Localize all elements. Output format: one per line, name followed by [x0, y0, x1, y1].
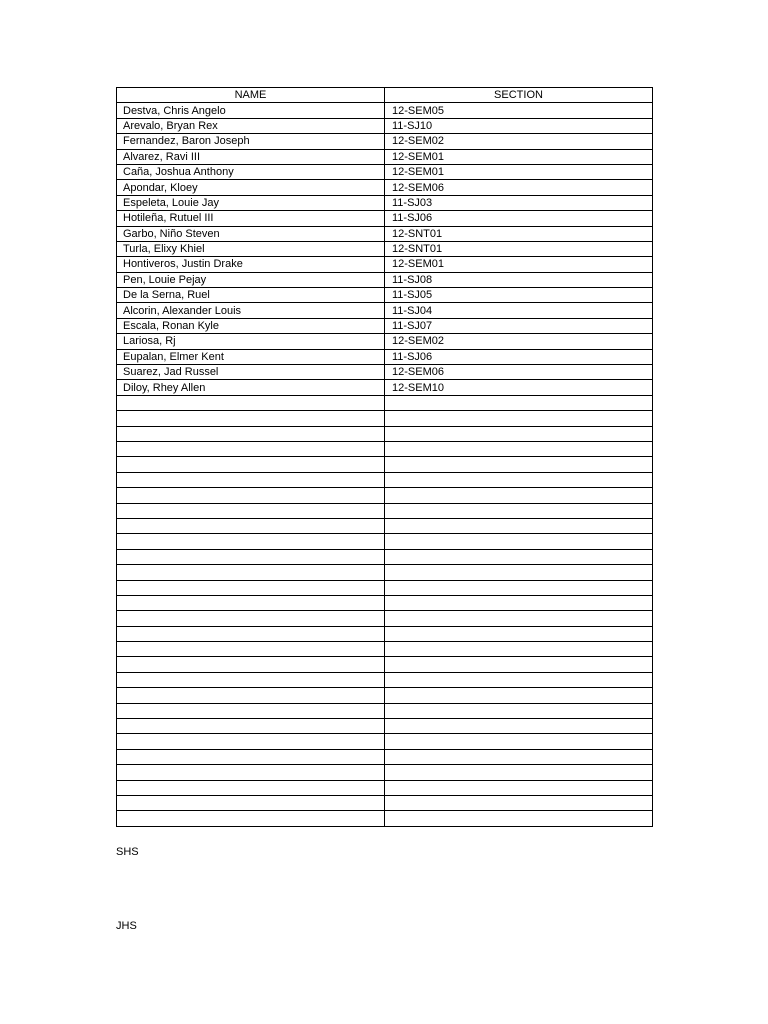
section-cell: 12-SNT01: [385, 226, 653, 241]
name-cell: [117, 703, 385, 718]
name-cell: [117, 749, 385, 764]
table-row: [117, 195, 653, 210]
name-column-header: NAME: [117, 88, 385, 103]
name-cell: [117, 580, 385, 595]
table-row: [117, 103, 653, 118]
section-cell: 12-SEM10: [385, 380, 653, 395]
name-cell: Espeleta, Louie Jay: [117, 195, 385, 210]
name-cell: [117, 734, 385, 749]
table-row: [117, 457, 653, 472]
table-row: [117, 288, 653, 303]
name-cell: Hontiveros, Justin Drake: [117, 257, 385, 272]
section-cell: 12-SEM01: [385, 164, 653, 179]
section-cell: 11-SJ04: [385, 303, 653, 318]
name-cell: Suarez, Jad Russel: [117, 365, 385, 380]
section-cell: 11-SJ07: [385, 318, 653, 333]
section-cell: [385, 672, 653, 687]
section-cell: [385, 657, 653, 672]
table-row: [117, 549, 653, 564]
table-row: [117, 303, 653, 318]
section-cell: 11-SJ06: [385, 349, 653, 364]
table-row: [117, 411, 653, 426]
name-cell: Hotileña, Rutuel III: [117, 211, 385, 226]
name-cell: [117, 518, 385, 533]
table-row: [117, 211, 653, 226]
table-row: [117, 134, 653, 149]
table-row: [117, 118, 653, 133]
section-cell: 11-SJ10: [385, 118, 653, 133]
section-cell: [385, 719, 653, 734]
student-section-table: [116, 87, 653, 827]
name-cell: [117, 811, 385, 826]
table-row: [117, 488, 653, 503]
table-row: [117, 765, 653, 780]
name-cell: [117, 395, 385, 410]
table-row: [117, 472, 653, 487]
name-cell: [117, 565, 385, 580]
section-cell: 12-SEM06: [385, 180, 653, 195]
table-row: [117, 534, 653, 549]
table-row: [117, 164, 653, 179]
name-cell: [117, 780, 385, 795]
section-cell: 11-SJ05: [385, 288, 653, 303]
name-cell: Apondar, Kloey: [117, 180, 385, 195]
table-row: [117, 380, 653, 395]
table-row: [117, 734, 653, 749]
section-cell: [385, 642, 653, 657]
table-row: [117, 657, 653, 672]
table-row: [117, 811, 653, 826]
name-cell: [117, 503, 385, 518]
table-row: [117, 642, 653, 657]
section-cell: 12-SNT01: [385, 241, 653, 256]
section-cell: 12-SEM01: [385, 257, 653, 272]
table-row: [117, 180, 653, 195]
section-cell: [385, 734, 653, 749]
table-row: [117, 426, 653, 441]
table-row: [117, 611, 653, 626]
name-cell: Pen, Louie Pejay: [117, 272, 385, 287]
name-cell: [117, 765, 385, 780]
section-cell: [385, 626, 653, 641]
section-cell: [385, 549, 653, 564]
name-cell: [117, 626, 385, 641]
table-row: [117, 241, 653, 256]
table-header-row: [117, 88, 653, 103]
section-cell: 12-SEM01: [385, 149, 653, 164]
section-cell: 12-SEM02: [385, 134, 653, 149]
section-cell: 12-SEM05: [385, 103, 653, 118]
section-cell: [385, 703, 653, 718]
name-cell: [117, 595, 385, 610]
name-cell: Lariosa, Rj: [117, 334, 385, 349]
section-cell: 11-SJ06: [385, 211, 653, 226]
name-cell: [117, 411, 385, 426]
table-row: [117, 365, 653, 380]
name-cell: Alcorin, Alexander Louis: [117, 303, 385, 318]
name-cell: [117, 457, 385, 472]
table-row: [117, 257, 653, 272]
name-cell: [117, 688, 385, 703]
section-cell: [385, 688, 653, 703]
name-cell: [117, 488, 385, 503]
table-row: [117, 149, 653, 164]
table-row: [117, 441, 653, 456]
table-row: [117, 672, 653, 687]
table-row: [117, 334, 653, 349]
name-cell: Eupalan, Elmer Kent: [117, 349, 385, 364]
section-cell: [385, 395, 653, 410]
name-cell: [117, 657, 385, 672]
name-cell: Garbo, Niño Steven: [117, 226, 385, 241]
section-column-header: SECTION: [385, 88, 653, 103]
section-cell: 12-SEM02: [385, 334, 653, 349]
table-row: [117, 318, 653, 333]
name-cell: De la Serna, Ruel: [117, 288, 385, 303]
name-cell: [117, 534, 385, 549]
section-cell: [385, 441, 653, 456]
table-row: [117, 226, 653, 241]
section-cell: [385, 749, 653, 764]
section-cell: [385, 426, 653, 441]
name-cell: Turla, Elixy Khiel: [117, 241, 385, 256]
section-cell: [385, 534, 653, 549]
section-cell: [385, 472, 653, 487]
table-row: [117, 518, 653, 533]
section-cell: 12-SEM06: [385, 365, 653, 380]
name-cell: [117, 426, 385, 441]
table-row: [117, 395, 653, 410]
section-cell: [385, 580, 653, 595]
section-cell: [385, 503, 653, 518]
section-cell: 11-SJ08: [385, 272, 653, 287]
table-row: [117, 595, 653, 610]
name-cell: Caña, Joshua Anthony: [117, 164, 385, 179]
section-cell: [385, 765, 653, 780]
table-row: [117, 780, 653, 795]
name-cell: [117, 719, 385, 734]
table-row: [117, 749, 653, 764]
table-row: [117, 272, 653, 287]
table-row: [117, 580, 653, 595]
section-cell: [385, 795, 653, 810]
section-cell: [385, 457, 653, 472]
section-cell: 11-SJ03: [385, 195, 653, 210]
shs-label: SHS: [116, 846, 139, 858]
table-row: [117, 719, 653, 734]
name-cell: Fernandez, Baron Joseph: [117, 134, 385, 149]
name-cell: [117, 549, 385, 564]
section-cell: [385, 411, 653, 426]
section-cell: [385, 595, 653, 610]
table-row: [117, 688, 653, 703]
name-cell: Destva, Chris Angelo: [117, 103, 385, 118]
section-cell: [385, 518, 653, 533]
name-cell: Alvarez, Ravi III: [117, 149, 385, 164]
table-row: [117, 349, 653, 364]
name-cell: Escala, Ronan Kyle: [117, 318, 385, 333]
table-row: [117, 503, 653, 518]
name-cell: Diloy, Rhey Allen: [117, 380, 385, 395]
table-body: [117, 103, 653, 826]
section-cell: [385, 611, 653, 626]
name-cell: [117, 611, 385, 626]
name-cell: Arevalo, Bryan Rex: [117, 118, 385, 133]
table-row: [117, 795, 653, 810]
name-cell: [117, 672, 385, 687]
table-row: [117, 626, 653, 641]
name-cell: [117, 642, 385, 657]
name-cell: [117, 472, 385, 487]
jhs-label: JHS: [116, 920, 137, 932]
name-cell: [117, 795, 385, 810]
section-cell: [385, 780, 653, 795]
name-cell: [117, 441, 385, 456]
section-cell: [385, 488, 653, 503]
table-row: [117, 703, 653, 718]
table-row: [117, 565, 653, 580]
section-cell: [385, 811, 653, 826]
section-cell: [385, 565, 653, 580]
